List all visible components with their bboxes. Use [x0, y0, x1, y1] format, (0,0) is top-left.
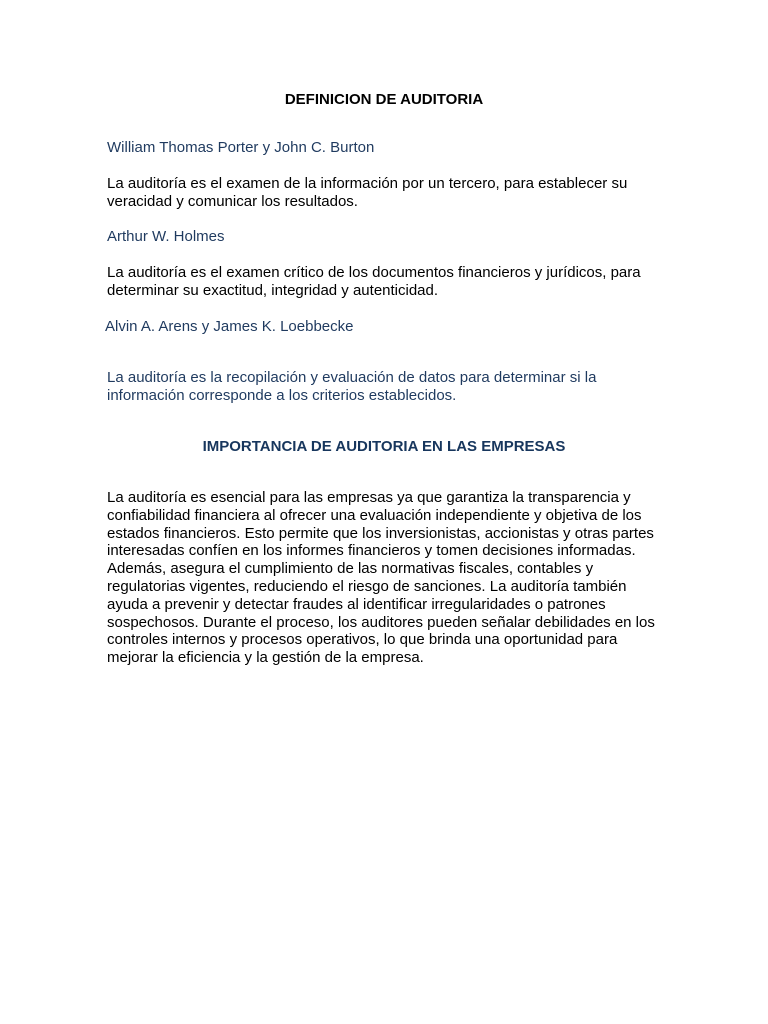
- page-title: DEFINICION DE AUDITORIA: [284, 91, 484, 108]
- definition-text-porter-burton: La auditoría es el examen de la información por un tercero, para establecer su veracidad y comunicar los resultados.: [107, 175, 628, 210]
- definition-text-holmes: La auditoría es el examen crítico de los documentos financieros y jurídicos, para determinar su exactitud, integridad y autenticidad.: [107, 264, 641, 299]
- definition-author-arens-loebbecke: Alvin A. Arens y James K. Loebbecke: [105, 318, 354, 335]
- definition-author-porter-burton: William Thomas Porter y John C. Burton: [107, 139, 375, 156]
- definition-author-holmes: Arthur W. Holmes: [107, 228, 225, 245]
- section-title: IMPORTANCIA DE AUDITORIA EN LAS EMPRESAS: [202, 438, 566, 455]
- definition-text-arens-loebbecke: La auditoría es la recopilación y evaluación de datos para determinar si la información corresponde a los criterios establecidos.: [107, 369, 597, 404]
- section-body-paragraph: La auditoría es esencial para las empresas ya que garantiza la transparencia y confiabilidad financiera al ofrecer una evaluación independiente y objetiva de los estados financieros. Esto permite que los inversionistas, accionistas y otras partes interesadas confíen en los informes financieros y tomen decisiones informadas. Además, asegura el cumplimiento de las normativas fiscales, contables y regulatorias vigentes, reduciendo el riesgo de sanciones. La auditoría también ayuda a prevenir y detectar fraudes al identificar irregularidades o patrones sospechosos. Durante el proceso, los auditores pueden señalar debilidades en los controles internos y procesos operativos, lo que brinda una oportunidad para mejorar la eficiencia y la gestión de la empresa.: [107, 489, 655, 667]
